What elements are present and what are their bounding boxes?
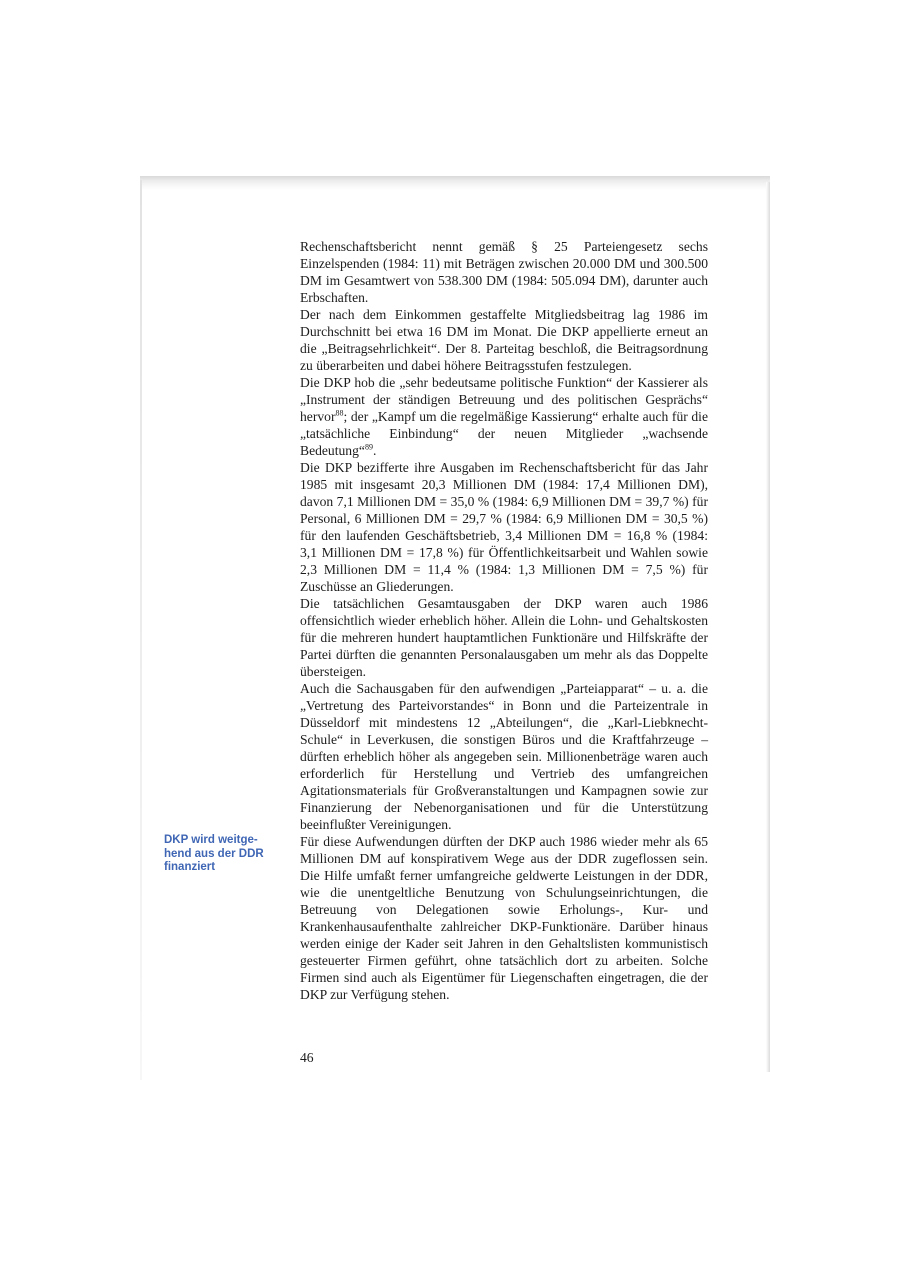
margin-note-line-3: finanziert <box>164 861 216 873</box>
body-text <box>300 238 708 1003</box>
footnote-ref-89[interactable]: 89 <box>364 442 373 452</box>
page-number: 46 <box>300 1050 314 1065</box>
paragraph-3-part-a: Die DKP hob die „sehr bedeutsame politische Funktion“ der Kassierer als „Instrument der ständigen Betreuung und des politischen Gesprächs“ hervor <box>300 375 708 424</box>
margin-note <box>164 834 274 875</box>
footnote-ref-88[interactable]: 88 <box>335 408 344 418</box>
margin-note-line-1: DKP wird weitge- <box>164 834 258 846</box>
paragraph-4: Die DKP bezifferte ihre Ausgaben im Rechenschaftsbericht für das Jahr 1985 mit insgesamt 20,3 Millionen DM (1984: 17,4 Millionen DM), davon 7,1 Millionen DM = 35,0 % (1984: 6,9 Millionen DM = 39,7 %) für Personal, 6 Millionen DM = 29,7 % (1984: 6,9 Millionen DM = 30,5 %) für den laufenden Geschäftsbetrieb, 3,4 Millionen DM = 16,8 % (1984: 3,1 Millionen DM = 17,8 %) für Öffentlichkeitsarbeit und Wahlen sowie 2,3 Millionen DM = 11,4 % (1984: 1,3 Millionen DM = 7,5 %) für Zuschüsse an Gliederungen. <box>300 460 708 594</box>
margin-note-line-2: hend aus der DDR <box>164 847 264 860</box>
paragraph-7: Für diese Aufwendungen dürften der DKP auch 1986 wieder mehr als 65 Millionen DM auf konspirativem Wege aus der DDR zugeflossen sein. Die Hilfe umfaßt ferner umfangreiche geldwerte Leistungen in der DDR, wie die unentgeltliche Benutzung von Schulungseinrichtungen, die Betreuung von Delegationen sowie Erholungs-, Kur- und Krankenhausaufenthalte zahlreicher DKP-Funktionäre. Darüber hinaus werden einige der Kader seit Jahren in den Gehaltslisten kommunistisch gesteuerter Firmen geführt, ohne tatsächlich dort zu arbeiten. Solche Firmen sind auch als Eigentümer für Liegenschaften eingetragen, die der DKP zur Verfügung stehen. <box>300 834 708 1002</box>
paragraph-5: Die tatsächlichen Gesamtausgaben der DKP waren auch 1986 offensichtlich wieder erheblich höher. Allein die Lohn- und Gehaltskosten für die mehreren hundert hauptamtlichen Funktionäre und Hilfskräfte der Partei dürften die genannten Personalausgaben um mehr als das Doppelte übersteigen. <box>300 596 708 679</box>
scan-top-shadow <box>140 176 770 190</box>
paragraph-2: Der nach dem Einkommen gestaffelte Mitgliedsbeitrag lag 1986 im Durchschnitt bei etwa 16 DM im Monat. Die DKP appellierte erneut an die „Beitragsehrlichkeit“. Der 8. Parteitag beschloß, die Beitragsordnung zu überarbeiten und dabei höhere Beitragsstufen festzulegen. <box>300 307 708 373</box>
scan-right-shadow <box>766 182 770 1072</box>
paragraph-1: Rechenschaftsbericht nennt gemäß § 25 Parteiengesetz sechs Einzelspenden (1984: 11) mit Beträgen zwischen 20.000 DM und 300.500 DM im Gesamtwert von 538.300 DM (1984: 505.094 DM), darunter auch Erbschaften. <box>300 239 708 305</box>
paragraph-6: Auch die Sachausgaben für den aufwendigen „Parteiapparat“ – u. a. die „Vertretung des Parteivorstandes“ in Bonn und die Parteizentrale in Düsseldorf mit mindestens 12 „Abteilungen“, die „Karl-Liebknecht-Schule“ in Leverkusen, die sonstigen Büros und die Kraftfahrzeuge – dürften erheblich höher als angegeben sein. Millionenbeträge waren auch erforderlich für Herstellung und Vertrieb des umfangreichen Agitationsmaterials für Großveranstaltungen und Kampagnen sowie zur Finanzierung der Nebenorganisationen und für die Unterstützung beeinflußter Vereinigungen. <box>300 681 708 832</box>
paragraph-3-part-b: ; der „Kampf um die regelmäßige Kassierung“ erhalte auch für die „tatsächliche Einbindung“ der neuen Mitglieder „wachsende Bedeutung“ <box>300 409 708 458</box>
paragraph-3 <box>300 374 708 459</box>
paragraph-3-part-c: . <box>372 443 377 458</box>
